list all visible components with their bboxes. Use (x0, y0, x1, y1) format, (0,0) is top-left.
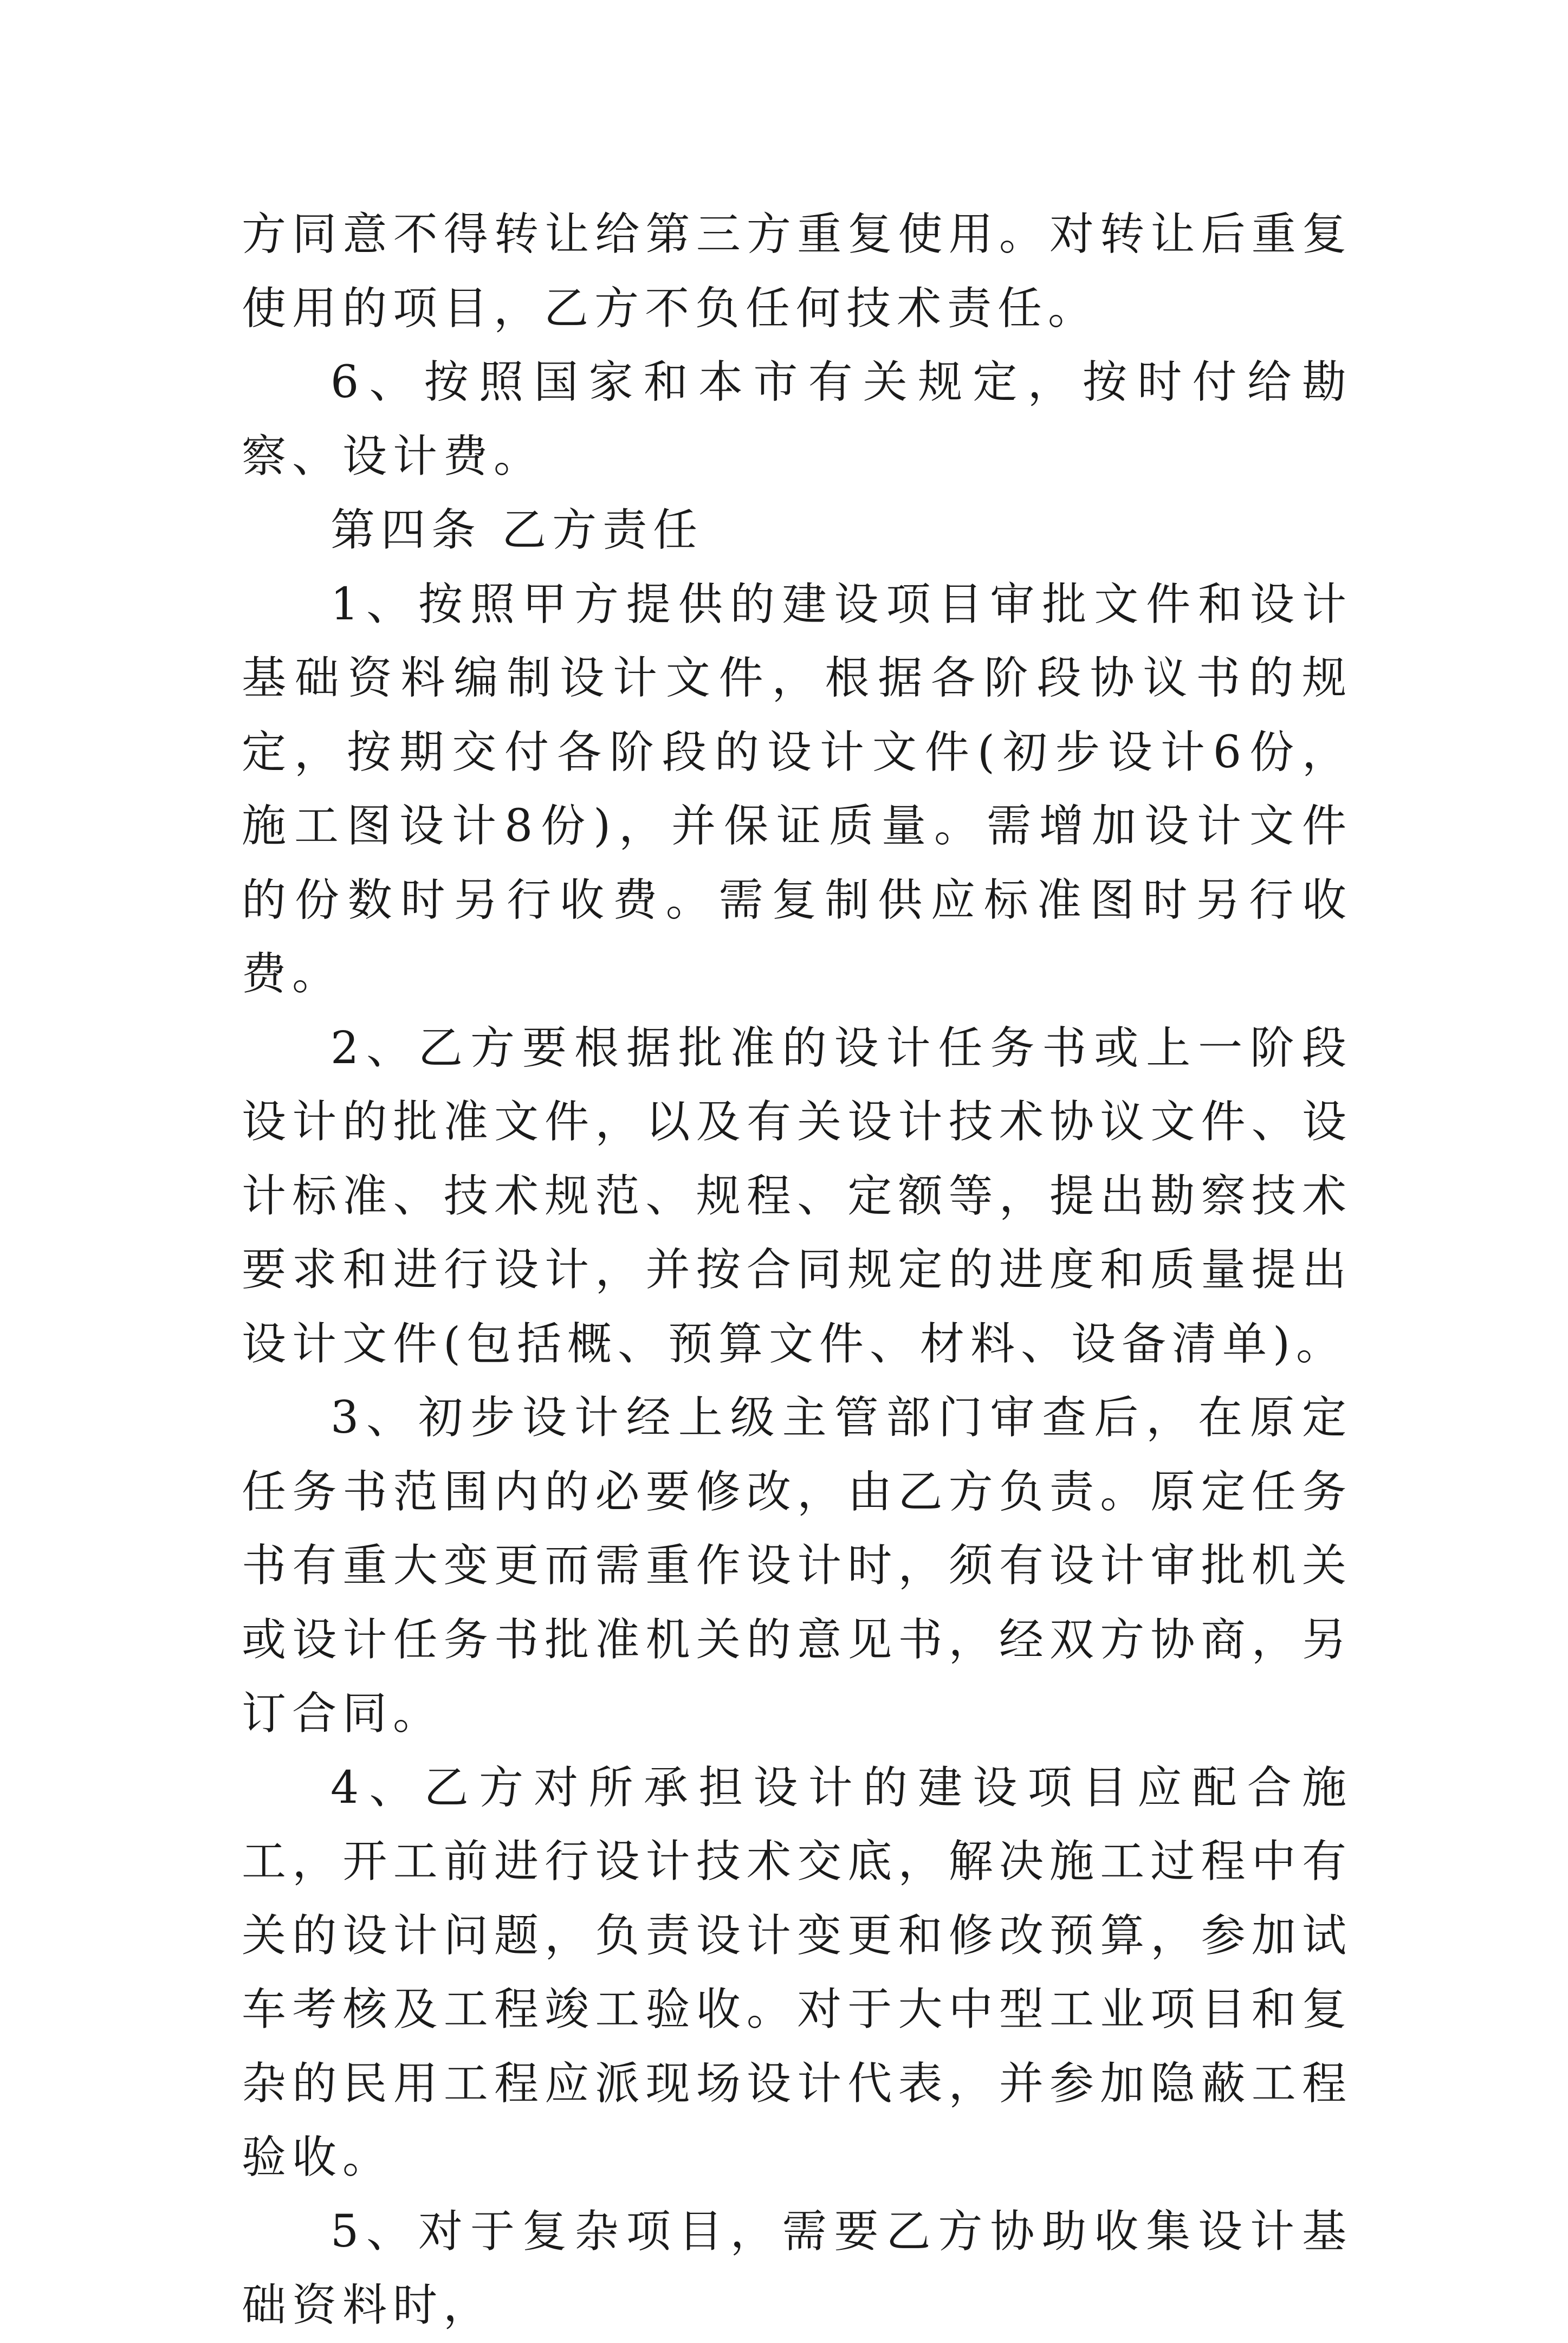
document-body (242, 198, 1352, 2343)
paragraph-item-3: 3、初步设计经上级主管部门审查后，在原定任务书范围内的必要修改，由乙方负责。原定任务书有重大变更而需重作设计时，须有设计审批机关或设计任务书批准机关的意见书，经双方协商，另订合同。 (242, 1392, 1352, 1739)
paragraph-item-4: 4、乙方对所承担设计的建设项目应配合施工，开工前进行设计技术交底，解决施工过程中有关的设计问题，负责设计变更和修改预算，参加试车考核及工程竣工验收。对于大中型工业项目和复杂的民用工程应派现场设计代表，并参加隐蔽工程验收。 (242, 1762, 1352, 2183)
article-4-heading: 第四条 乙方责任 (331, 504, 704, 556)
paragraph-item-1: 1、按照甲方提供的建设项目审批文件和设计基础资料编制设计文件，根据各阶段协议书的规定，按期交付各阶段的设计文件(初步设计6份，施工图设计8份)，并保证质量。需增加设计文件的份数时另行收费。需复制供应标准图时另行收费。 (242, 578, 1352, 1000)
paragraph-item-2: 2、乙方要根据批准的设计任务书或上一阶段设计的批准文件，以及有关设计技术协议文件、设计标准、技术规范、规程、定额等，提出勘察技术要求和进行设计，并按合同规定的进度和质量提出设计文件(包括概、预算文件、材料、设备清单)。 (242, 1022, 1352, 1370)
paragraph-item-5: 5、对于复杂项目，需要乙方协助收集设计基础资料时， (242, 2205, 1352, 2331)
paragraph-continuation: 方同意不得转让给第三方重复使用。对转让后重复使用的项目，乙方不负任何技术责任。 (242, 209, 1352, 334)
paragraph-item-6: 6、按照国家和本市有关规定，按时付给勘察、设计费。 (242, 357, 1352, 482)
